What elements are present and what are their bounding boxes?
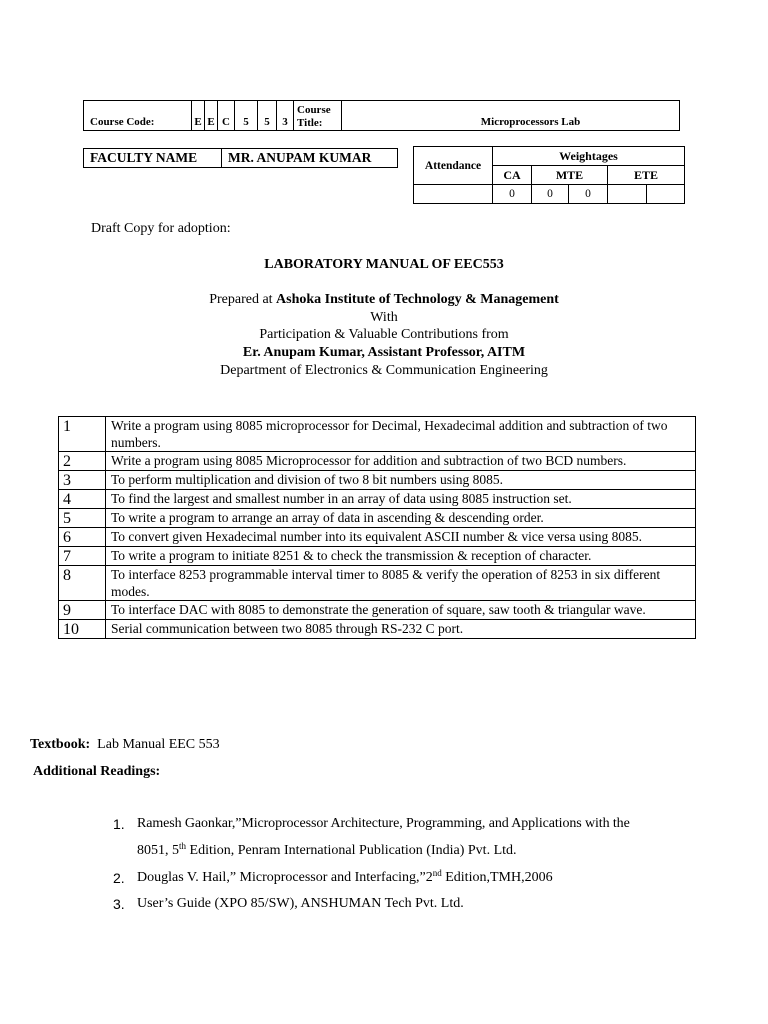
reference-number: 1. xyxy=(113,816,125,832)
experiment-text: Write a program using 8085 Microprocessor for addition and subtraction of two BCD numbers. xyxy=(106,452,696,471)
faculty-name: MR. ANUPAM KUMAR xyxy=(222,149,398,168)
table-row xyxy=(59,566,696,601)
course-code-char: E xyxy=(205,101,218,131)
course-code-label: Course Code: xyxy=(84,101,192,131)
prepared-line xyxy=(0,291,768,308)
institute-name: Ashoka Institute of Technology & Management xyxy=(276,292,559,307)
experiment-number: 8 xyxy=(59,566,106,601)
faculty-label: FACULTY NAME xyxy=(84,149,222,168)
table-row xyxy=(59,547,696,566)
reference-number: 3. xyxy=(113,896,125,912)
table-row xyxy=(59,528,696,547)
ref-text-part: Edition, Penram International Publication (India) Pvt. Ltd. xyxy=(186,843,517,858)
experiments-table xyxy=(58,416,696,639)
experiment-text: To write a program to initiate 8251 & to check the transmission & reception of character. xyxy=(106,547,696,566)
reference-1-line-2 xyxy=(137,843,517,859)
experiment-text: To convert given Hexadecimal number into its equivalent ASCII number & vice versa using 8085. xyxy=(106,528,696,547)
course-table xyxy=(83,100,680,131)
attendance-value xyxy=(414,185,493,204)
course-code-char: E xyxy=(192,101,205,131)
mte-value-2: 0 xyxy=(569,185,608,204)
textbook-label: Textbook: xyxy=(30,737,91,752)
faculty-table xyxy=(83,148,398,168)
additional-readings-label: Additional Readings: xyxy=(33,764,161,779)
course-title-label xyxy=(294,101,342,131)
reference-1-line-1: Ramesh Gaonkar,”Microprocessor Architecture, Programming, and Applications with the xyxy=(137,816,630,831)
draft-note: Draft Copy for adoption: xyxy=(91,221,231,236)
experiment-text: Serial communication between two 8085 through RS-232 C port. xyxy=(106,620,696,639)
weightages-heading: Weightages xyxy=(493,147,685,166)
experiment-text: To write a program to arrange an array of data in ascending & descending order. xyxy=(106,509,696,528)
experiment-text: Write a program using 8085 microprocessor for Decimal, Hexadecimal addition and subtraction of two numbers. xyxy=(106,417,696,452)
ca-header: CA xyxy=(493,166,532,185)
table-row xyxy=(59,417,696,452)
attendance-label: Attendance xyxy=(414,147,493,185)
table-row xyxy=(59,509,696,528)
course-code-char: 5 xyxy=(235,101,258,131)
table-row xyxy=(59,452,696,471)
experiment-number: 6 xyxy=(59,528,106,547)
experiment-text: To interface 8253 programmable interval timer to 8085 & verify the operation of 8253 in six different modes. xyxy=(106,566,696,601)
course-title-value: Microprocessors Lab xyxy=(342,101,680,131)
ca-value: 0 xyxy=(493,185,532,204)
mte-header: MTE xyxy=(532,166,608,185)
department-line: Department of Electronics & Communication Engineering xyxy=(220,363,548,378)
ref-sup: th xyxy=(179,841,187,851)
ete-value xyxy=(608,185,685,204)
course-code-char: 3 xyxy=(277,101,294,131)
ref-text-part: Douglas V. Hail,” Microprocessor and Interfacing,”2 xyxy=(137,870,433,885)
course-code-char: C xyxy=(218,101,235,131)
textbook-value: Lab Manual EEC 553 xyxy=(97,737,220,752)
prepared-prefix: Prepared at xyxy=(209,292,277,307)
ref-text-part: 8051, 5 xyxy=(137,843,179,858)
with-line: With xyxy=(370,310,398,325)
participation-line: Participation & Valuable Contributions from xyxy=(259,327,509,342)
ref-text-part: Edition,TMH,2006 xyxy=(441,870,553,885)
course-title-label-line: Title: xyxy=(297,117,323,129)
mte-value: 0 xyxy=(532,185,569,204)
experiment-text: To interface DAC with 8085 to demonstrate the generation of square, saw tooth & triangular wave. xyxy=(106,601,696,620)
reference-3: User’s Guide (XPO 85/SW), ANSHUMAN Tech Pvt. Ltd. xyxy=(137,896,464,911)
ete-header: ETE xyxy=(608,166,685,185)
course-title-label-line: Course xyxy=(297,104,331,116)
table-row xyxy=(59,490,696,509)
weightage-table xyxy=(413,146,685,204)
reference-number: 2. xyxy=(113,870,125,886)
experiment-number: 3 xyxy=(59,471,106,490)
course-code-char: 5 xyxy=(258,101,277,131)
experiment-text: To find the largest and smallest number in an array of data using 8085 instruction set. xyxy=(106,490,696,509)
textbook-line xyxy=(30,736,220,753)
table-row xyxy=(59,620,696,639)
experiment-number: 7 xyxy=(59,547,106,566)
contributor-line: Er. Anupam Kumar, Assistant Professor, AITM xyxy=(242,345,526,360)
experiment-number: 10 xyxy=(59,620,106,639)
table-row xyxy=(59,471,696,490)
experiment-number: 4 xyxy=(59,490,106,509)
experiment-number: 9 xyxy=(59,601,106,620)
manual-title: LABORATORY MANUAL OF EEC553 xyxy=(264,257,504,272)
ref-sup: nd xyxy=(432,868,442,878)
experiment-number: 2 xyxy=(59,452,106,471)
table-row xyxy=(59,601,696,620)
reference-2 xyxy=(137,870,553,886)
experiment-number: 5 xyxy=(59,509,106,528)
experiment-number: 1 xyxy=(59,417,106,452)
experiment-text: To perform multiplication and division of two 8 bit numbers using 8085. xyxy=(106,471,696,490)
